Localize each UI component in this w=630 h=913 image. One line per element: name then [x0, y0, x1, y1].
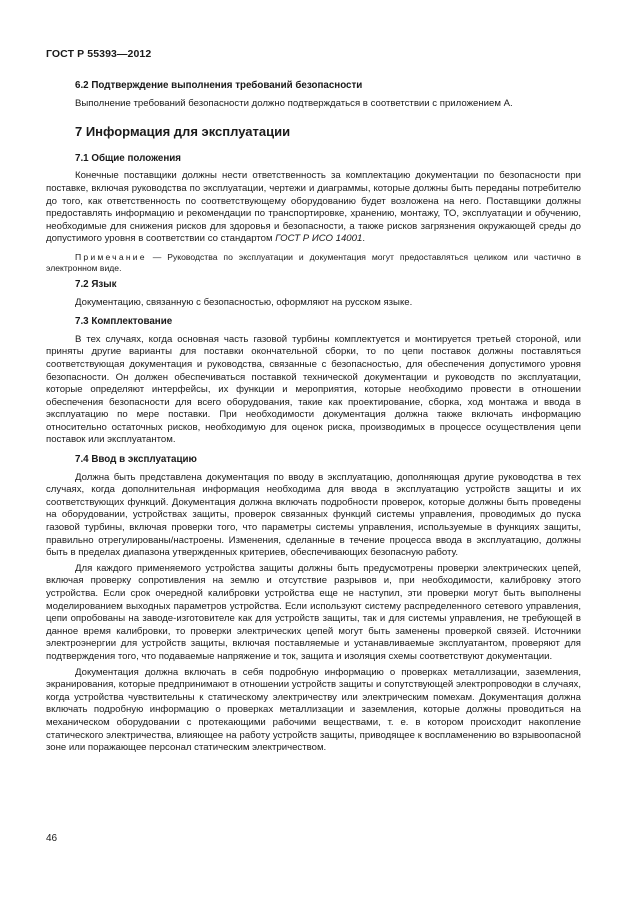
section-7-1-text-end: .	[362, 233, 365, 245]
note-label: Примечание	[75, 251, 147, 262]
section-7-3-title: 7.3 Комплектование	[75, 316, 173, 328]
document-code: ГОСТ Р 55393—2012	[46, 48, 152, 60]
section-7-4-title: 7.4 Ввод в эксплуатацию	[75, 454, 197, 466]
section-7-1-title: 7.1 Общие положения	[75, 152, 182, 164]
section-7-4-paragraph-2: Для каждого применяемого устройства защиты должны быть предусмотрены проверки электрических цепей, включая проверку сопротивления на землю и отсутствие разрывов и, при необходимости, калибровку этого устройства. Если срок очередной калибровки устройства еще не наступил, эти проверки могут быть выполнены моделированием выходных параметров устройства. Если используют систему распределенного сетевого управления, цепи опробованы на заводе-изготовителе как для устройств защиты, так и для системы управления, не требующей в данное время калибровки, то проверки электрических цепей могут быть заменены проверкой связей. Источники электроэнергии для устройств защиты, включая поставляемые и устанавливаемые эксплуатантом, проверяют для подтверждения того, что подаваемые напряжение и ток, защита и изоляция схемы соответствуют документации.	[46, 562, 581, 662]
section-7-4-paragraph-3: Документация должна включать в себя подробную информацию о проверках металлизации, заземления, экранирования, которые предпринимают в отношении устройств защиты и сопутствующей электропроводки в случаях, когда устройства чувствительны к статическому электричеству или электрическим помехам. Документация должна включать подробную информацию о проверках металлизации и заземления, которые должны проводиться на механическом оборудовании с протекающими рабочими веществами, т. е. в котором происходит накопление статического электричества, влияющее на работу устройств защиты, приводящее к воспламенению во взрывоопасной зоне или поражающее персонал статическим электричеством.	[46, 666, 581, 754]
note	[46, 252, 581, 274]
section-7-1-paragraph	[46, 170, 581, 246]
section-6-2-text: Выполнение требований безопасности должно подтверждаться в соответствии с приложением А.	[75, 97, 513, 109]
section-7-1-text: Конечные поставщики должны нести ответственность за комплектацию документации по безопасности при поставке, включая руководства по эксплуатации, чертежи и диаграммы, которые должны быть переданы потребителю до того, как ответственность по соответствующему оборудованию будет возложена на него. Поставщики должны предоставлять информацию и рекомендации по транспортировке, хранению, монтажу, ТО, эксплуатации и обучению, необходимые для снижения рисков для здоровья и безопасности, а также рисков загрязнения окружающей среды до допустимого уровня в соответствии со стандартом	[46, 170, 581, 245]
section-6-2-title: 6.2 Подтверждение выполнения требований безопасности	[75, 80, 363, 91]
section-7-title: 7 Информация для эксплуатации	[75, 124, 291, 140]
section-7-4-paragraph-1: Должна быть представлена документация по вводу в эксплуатацию, дополняющая другие руководства в тех случаях, когда дополнительная информация необходима для ввода в эксплуатацию устройств защиты и их соответствующих функций. Документация должна включать подробности проверок, которые должны быть проведены на оборудовании, устройствах защиты, проверок связанных функций системы управления, проводимых до пуска газовой турбины, включая проверки того, что параметры системы управления, используемые в функциях защиты, правильно отрегулированы/настроены. Изменения, сделанные в течение процесса ввода в эксплуатацию, должны быть в пределах диапазона утвержденных критериев, обеспечивающих безопасную работу.	[46, 471, 581, 559]
section-7-2-text: Документацию, связанную с безопасностью, оформляют на русском языке.	[75, 296, 413, 308]
section-7-2-title: 7.2 Язык	[75, 278, 117, 290]
section-7-3-text: В тех случаях, когда основная часть газовой турбины комплектуется и монтируется третьей стороной, или приняты другие варианты для поставки окончательной сборки, то по цепи поставок должны поставляться соответствующая документация и руководства, связанные с безопасностью, для обеспечения допустимого уровня безопасности. Он должен обеспечиваться поставкой технической документации и руководств по эксплуатации, которые определяют интерфейсы, их функции и мероприятия, которые необходимо провести в отношении обеспечения безопасности для всего оборудования, такие как проектирование, сборка, ход монтажа и ввода в эксплуатацию по мере поставки. При необходимости документация должна также включать информацию относительно остаточных рисков, необходимую для оценок риска, производимых в процессе осуществления цепи поставок или эксплуатантом.	[46, 333, 581, 446]
standard-reference: ГОСТ Р ИСО 14001	[275, 233, 363, 245]
note-text: — Руководства по эксплуатации и документация могут предоставляться целиком или частично в электронном виде.	[46, 251, 581, 273]
document-body	[46, 80, 581, 758]
page-number: 46	[46, 833, 58, 844]
